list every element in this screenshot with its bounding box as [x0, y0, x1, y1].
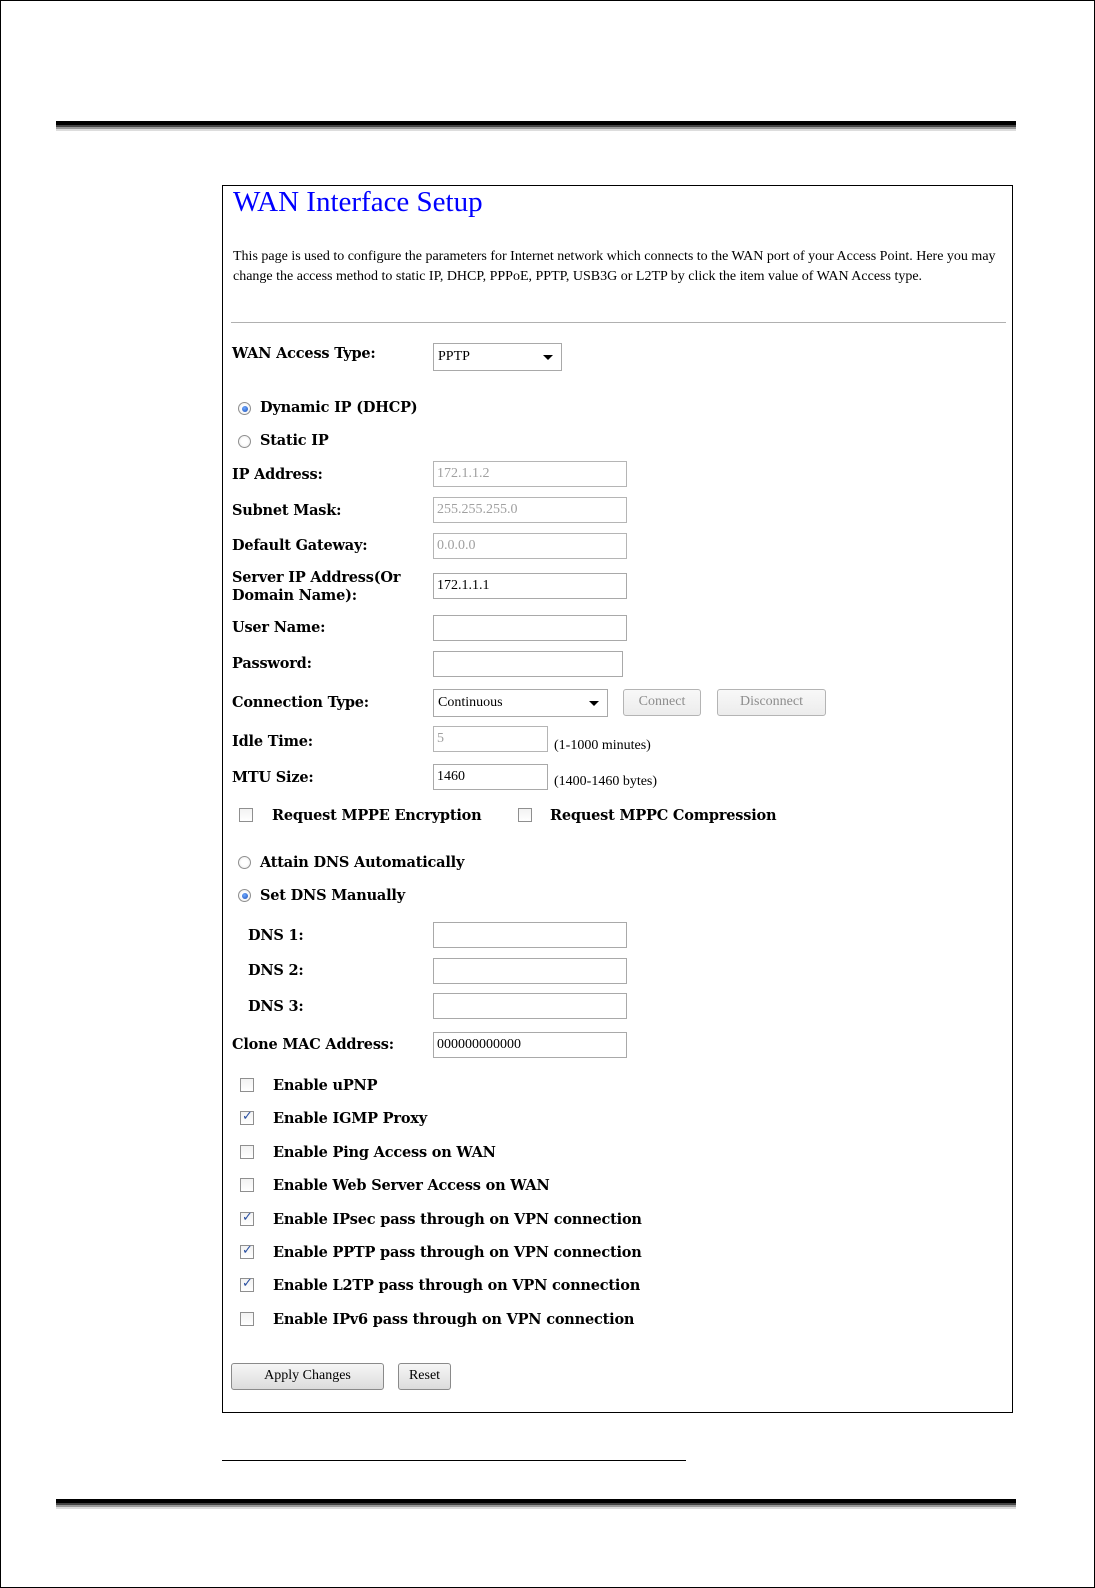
- server-ip-label: Server IP Address(Or Domain Name):: [232, 569, 401, 604]
- password-label: Password:: [232, 655, 312, 672]
- subnet-mask-input[interactable]: 255.255.255.0: [433, 497, 627, 523]
- option-checkbox-pptp[interactable]: [240, 1245, 254, 1259]
- mppe-checkbox[interactable]: [239, 808, 253, 822]
- connection-type-value: Continuous: [438, 695, 503, 710]
- chevron-down-icon: [543, 355, 553, 360]
- attain-dns-radio[interactable]: [238, 856, 251, 869]
- dns1-input[interactable]: [433, 922, 627, 948]
- option-checkbox-ping-access[interactable]: [240, 1145, 254, 1159]
- dns3-label: DNS 3:: [248, 998, 304, 1015]
- set-dns-radio[interactable]: [238, 889, 251, 902]
- dns2-input[interactable]: [433, 958, 627, 984]
- option-checkbox-l2tp[interactable]: [240, 1278, 254, 1292]
- option-checkbox-upnp[interactable]: [240, 1078, 254, 1092]
- apply-changes-button[interactable]: Apply Changes: [231, 1363, 384, 1390]
- option-label-web-server-access: Enable Web Server Access on WAN: [273, 1177, 550, 1194]
- dynamic-ip-radio[interactable]: [238, 402, 251, 415]
- option-label-ping-access: Enable Ping Access on WAN: [273, 1144, 496, 1161]
- page-title: WAN Interface Setup: [233, 186, 483, 218]
- reset-button[interactable]: Reset: [398, 1363, 451, 1390]
- option-label-pptp: Enable PPTP pass through on VPN connection: [273, 1244, 642, 1261]
- chevron-down-icon: [589, 701, 599, 706]
- wan-access-type-label: WAN Access Type:: [232, 345, 376, 362]
- header-rule: [56, 121, 1016, 131]
- option-label-ipsec: Enable IPsec pass through on VPN connection: [273, 1211, 642, 1228]
- separator: [231, 322, 1006, 323]
- idle-time-input[interactable]: 5: [433, 726, 548, 752]
- dns3-input[interactable]: [433, 993, 627, 1019]
- option-label-l2tp: Enable L2TP pass through on VPN connection: [273, 1277, 641, 1294]
- clone-mac-input[interactable]: 000000000000: [433, 1032, 627, 1058]
- connection-type-select[interactable]: [433, 689, 608, 717]
- wan-setup-panel: [222, 185, 1013, 1413]
- idle-time-label: Idle Time:: [232, 733, 313, 750]
- subnet-mask-label: Subnet Mask:: [232, 502, 342, 519]
- option-label-igmp-proxy: Enable IGMP Proxy: [273, 1110, 427, 1127]
- set-dns-label: Set DNS Manually: [260, 887, 405, 904]
- user-name-label: User Name:: [232, 619, 326, 636]
- mtu-size-input[interactable]: 1460: [433, 764, 548, 790]
- mtu-size-label: MTU Size:: [232, 769, 314, 786]
- idle-time-hint: (1-1000 minutes): [554, 738, 651, 753]
- dynamic-ip-label: Dynamic IP (DHCP): [260, 399, 418, 416]
- server-ip-input[interactable]: 172.1.1.1: [433, 573, 627, 599]
- option-checkbox-igmp-proxy[interactable]: [240, 1111, 254, 1125]
- ip-address-input[interactable]: 172.1.1.2: [433, 461, 627, 487]
- ip-address-label: IP Address:: [232, 466, 323, 483]
- clone-mac-label: Clone MAC Address:: [232, 1036, 394, 1053]
- password-input[interactable]: [433, 651, 623, 677]
- option-checkbox-web-server-access[interactable]: [240, 1178, 254, 1192]
- page-description: This page is used to configure the parameters for Internet network which connects to the WAN port of your Access Point. Here you may change the access method to static IP, DHCP, PPPoE, PPTP, USB3G or L2TP by click the item value of WAN Access type.: [233, 249, 996, 284]
- footnote-separator: [222, 1460, 686, 1461]
- wan-access-type-select[interactable]: [433, 343, 562, 371]
- disconnect-button[interactable]: Disconnect: [717, 689, 826, 716]
- mtu-size-hint: (1400-1460 bytes): [554, 774, 658, 789]
- default-gateway-input[interactable]: 0.0.0.0: [433, 533, 627, 559]
- connection-type-label: Connection Type:: [232, 694, 369, 711]
- option-checkbox-ipsec[interactable]: [240, 1212, 254, 1226]
- option-checkbox-ipv6[interactable]: [240, 1312, 254, 1326]
- static-ip-radio[interactable]: [238, 435, 251, 448]
- wan-access-type-value: PPTP: [438, 349, 470, 364]
- option-label-upnp: Enable uPNP: [273, 1077, 378, 1094]
- dns2-label: DNS 2:: [248, 962, 304, 979]
- connect-button[interactable]: Connect: [623, 689, 701, 716]
- static-ip-label: Static IP: [260, 432, 329, 449]
- mppe-label: Request MPPE Encryption: [272, 807, 482, 824]
- mppc-label: Request MPPC Compression: [550, 807, 777, 824]
- dns1-label: DNS 1:: [248, 927, 304, 944]
- mppc-checkbox[interactable]: [518, 808, 532, 822]
- user-name-input[interactable]: [433, 615, 627, 641]
- attain-dns-label: Attain DNS Automatically: [260, 854, 465, 871]
- default-gateway-label: Default Gateway:: [232, 537, 368, 554]
- footer-rule: [56, 1499, 1016, 1509]
- option-label-ipv6: Enable IPv6 pass through on VPN connection: [273, 1311, 635, 1328]
